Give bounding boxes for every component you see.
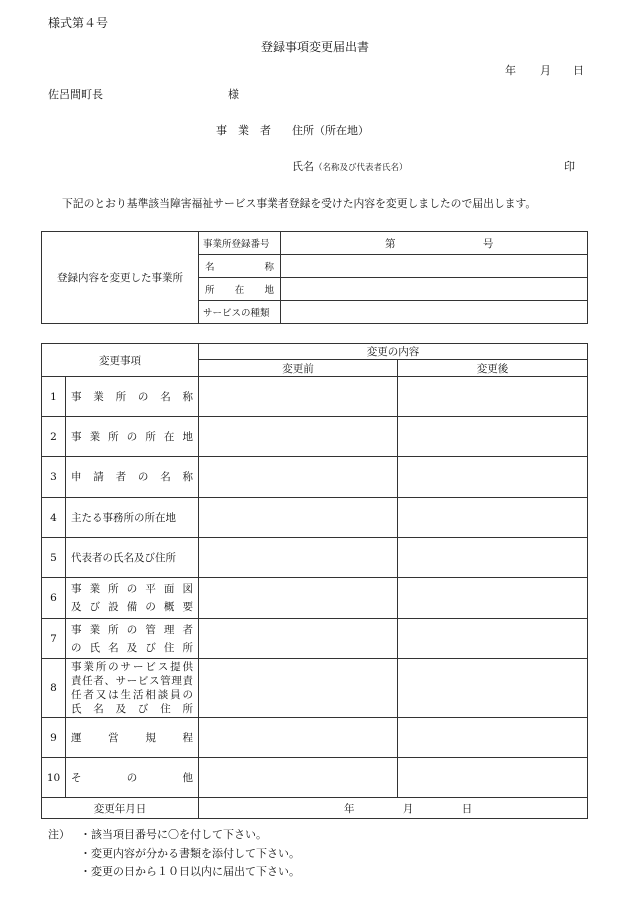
after-cell[interactable] [398, 619, 588, 659]
before-cell[interactable] [199, 498, 398, 538]
item-number: 4 [42, 498, 66, 538]
after-cell[interactable] [398, 538, 588, 578]
change-date-label: 変更年月日 [42, 798, 199, 819]
seal-mark: 印 [564, 160, 575, 173]
date-month-label: 月 [540, 64, 551, 77]
facility-address-cell[interactable] [281, 278, 588, 301]
service-type-cell[interactable] [281, 301, 588, 324]
item-label: その他 [66, 758, 199, 798]
change-date-day: 日 [461, 802, 473, 815]
col-header-before: 変更前 [199, 360, 398, 377]
item-number: 2 [42, 417, 66, 457]
item-number: 8 [42, 659, 66, 718]
change-date-cell[interactable] [199, 798, 588, 819]
address-label: 住所（所在地） [292, 124, 369, 137]
recipient-name: 佐呂間町長 [48, 88, 103, 101]
registration-prefix: 第 [385, 237, 396, 250]
item-number: 1 [42, 377, 66, 417]
item-label: 代表者の氏名及び住所 [66, 538, 199, 578]
field-label-service-type: サービスの種類 [199, 301, 281, 324]
registration-number-cell[interactable] [281, 232, 588, 255]
after-cell[interactable] [398, 417, 588, 457]
field-label-name: 名 称 [199, 255, 281, 278]
item-label: 運営規程 [66, 718, 199, 758]
name-label: 氏名 [292, 160, 314, 173]
facility-row-header: 登録内容を変更した事業所 [42, 232, 199, 324]
change-date-year: 年 [344, 802, 355, 815]
form-number: 様式第４号 [48, 16, 109, 30]
note-item: ・変更の日から１０日以内に届出て下さい。 [80, 865, 300, 878]
item-label: 事業所のサービス提供 責任者、サービス管理責 任者又は生活相談員の 氏名及び住所 [66, 659, 199, 718]
business-label: 事 業 者 [216, 124, 271, 137]
item-label: 申請者の名称 [66, 457, 199, 498]
after-cell[interactable] [398, 578, 588, 619]
item-number: 10 [42, 758, 66, 798]
item-label: 事業所の名称 [66, 377, 199, 417]
notes-label: 注） [48, 828, 70, 841]
date-year-label: 年 [505, 64, 516, 77]
before-cell[interactable] [199, 718, 398, 758]
name-note: （名称及び代表者氏名） [314, 163, 408, 173]
col-header-after: 変更後 [398, 360, 588, 377]
after-cell[interactable] [398, 377, 588, 417]
after-cell[interactable] [398, 718, 588, 758]
document-title: 登録事項変更届出書 [260, 40, 369, 54]
intro-text: 下記のとおり基準該当障害福祉サービス事業者登録を受けた内容を変更しましたので届出します。 [62, 197, 537, 210]
facility-name-cell[interactable] [281, 255, 588, 278]
after-cell[interactable] [398, 659, 588, 718]
before-cell[interactable] [199, 377, 398, 417]
after-cell[interactable] [398, 758, 588, 798]
before-cell[interactable] [199, 538, 398, 578]
after-cell[interactable] [398, 457, 588, 498]
item-label: 事業所の所在地 [66, 417, 199, 457]
before-cell[interactable] [199, 758, 398, 798]
note-item: ・該当項目番号に〇を付して下さい。 [80, 828, 267, 841]
before-cell[interactable] [199, 659, 398, 718]
item-label: 事業所の管理者 の氏名及び住所 [66, 619, 199, 659]
facility-table [41, 231, 588, 324]
col-header-content: 変更の内容 [199, 344, 588, 360]
item-number: 9 [42, 718, 66, 758]
after-cell[interactable] [398, 498, 588, 538]
before-cell[interactable] [199, 578, 398, 619]
before-cell[interactable] [199, 417, 398, 457]
registration-suffix: 号 [482, 237, 494, 250]
item-label: 主たる事務所の所在地 [66, 498, 199, 538]
name-field [292, 158, 408, 174]
recipient-honorific: 様 [228, 88, 239, 101]
item-label: 事業所の平面図 及び設備の概要 [66, 578, 199, 619]
field-label-address: 所 在 地 [199, 278, 281, 301]
before-cell[interactable] [199, 619, 398, 659]
item-number: 6 [42, 578, 66, 619]
item-number: 3 [42, 457, 66, 498]
date-day-label: 日 [573, 64, 584, 77]
change-table [41, 343, 588, 819]
change-date-month: 月 [402, 802, 414, 815]
item-number: 5 [42, 538, 66, 578]
col-header-item: 変更事項 [42, 344, 199, 377]
item-number: 7 [42, 619, 66, 659]
field-label-registration-no: 事業所登録番号 [199, 232, 281, 255]
before-cell[interactable] [199, 457, 398, 498]
note-item: ・変更内容が分かる書類を添付して下さい。 [80, 847, 300, 860]
